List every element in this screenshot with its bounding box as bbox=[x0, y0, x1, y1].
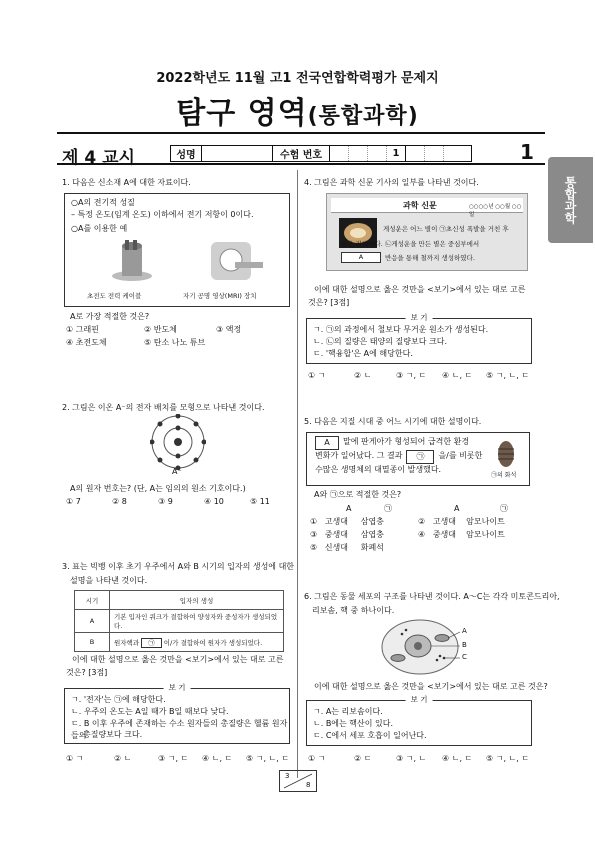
superconducting-cable-image bbox=[107, 238, 157, 282]
q3-choice-3[interactable]: ③ ㄱ, ㄷ bbox=[158, 754, 189, 763]
name-field[interactable] bbox=[202, 146, 273, 161]
q4-bogi-box: 보 기 ㄱ. ㉠의 과정에서 철보다 무거운 원소가 생성된다. ㄴ. ㉡의 질량은 태양의 질량보다 크다. ㄷ. '핵융합'은 A에 해당한다. bbox=[306, 318, 532, 364]
exam-title: 2022학년도 11월 고1 전국연합학력평가 문제지 bbox=[156, 71, 439, 86]
q5-info-box: A 말에 판게아가 형성되어 급격한 환경 변화가 일어났다. 그 결과 ㉠ 을/를 비롯한 수많은 생명체의 대멸종이 발생했다. ㉠의 화석 bbox=[306, 432, 530, 486]
name-examno-box bbox=[170, 145, 472, 162]
header-rule bbox=[57, 132, 545, 134]
mri-machine-image bbox=[205, 236, 265, 284]
q4-choice-2[interactable]: ② ㄴ bbox=[354, 371, 372, 380]
q1-choice-4[interactable]: ④ 초전도체 bbox=[66, 338, 107, 347]
q1-info-box: ○A의 전기적 성질 – 특정 온도(임계 온도) 이하에서 전기 저항이 0이다. ○A를 이용한 예 초전도 전력 케이블 자기 공명 영상(MRI) 장치 bbox=[64, 193, 290, 307]
q5-choice-5[interactable]: ⑤ 신생대 화폐석 bbox=[310, 543, 384, 552]
q6-bogi-box: 보 기 ㄱ. A는 리보솜이다. ㄴ. B에는 핵산이 있다. ㄷ. C에서 세포 호흡이 일어난다. bbox=[306, 700, 532, 746]
q6-stem: 6. 그림은 동물 세포의 구조를 나타낸 것이다. A～C는 각각 미토콘드리아, bbox=[304, 592, 560, 601]
q1-choice-5[interactable]: ⑤ 탄소 나노 튜브 bbox=[144, 338, 206, 347]
q2-stem: 2. 그림은 이온 A⁻의 전자 배치를 모형으로 나타낸 것이다. bbox=[62, 403, 265, 412]
q4-choice-4[interactable]: ④ ㄴ, ㄷ bbox=[442, 371, 473, 380]
q2-choice-3[interactable]: ③ 9 bbox=[158, 497, 173, 506]
animal-cell-diagram bbox=[380, 618, 474, 676]
q5-stem: 5. 다음은 지질 시대 중 어느 시기에 대한 설명이다. bbox=[304, 417, 482, 426]
subject-side-tab: 통합과학 bbox=[548, 157, 593, 243]
q6-choice-4[interactable]: ④ ㄴ, ㄷ bbox=[442, 754, 473, 763]
header-rule-bottom bbox=[57, 163, 545, 165]
q5-choice-4[interactable]: ④ 중생대 암모나이트 bbox=[418, 530, 505, 539]
name-label: 성명 bbox=[171, 146, 202, 161]
q4-newspaper: 과학 신문 ○○○○년 ○○월 ○○일 게성운은 어느 별이 ㉠초신성 폭발을 거친 후 남은 잔해이다. ㉡게성운을 만든 별은 중심부에서 A 반응을 통해 철까지 생성하였다. bbox=[326, 193, 528, 271]
exam-no-value: 1 bbox=[387, 146, 406, 161]
q6-choice-3[interactable]: ③ ㄱ, ㄴ bbox=[396, 754, 427, 763]
q6-choice-5[interactable]: ⑤ ㄱ, ㄴ, ㄷ bbox=[486, 754, 530, 763]
period-label: 제 4 교시 bbox=[62, 148, 135, 168]
q3-choice-2[interactable]: ② ㄴ bbox=[114, 754, 132, 763]
q6-choice-1[interactable]: ① ㄱ bbox=[308, 754, 326, 763]
ion-electron-diagram bbox=[150, 414, 206, 470]
exam-no-label: 수험 번호 bbox=[273, 146, 330, 161]
q3-bogi-box: 보 기 ㄱ. '전자'는 ㉠에 해당한다. ㄴ. 우주의 온도는 A일 때가 B일 때보다 낮다. ㄷ. B 이후 우주에 존재하는 수소 원자들의 총질량은 헬륨 원자들의 총질량보다 크다. bbox=[64, 688, 290, 744]
column-divider bbox=[297, 170, 298, 778]
q1-choice-1[interactable]: ① 그래핀 bbox=[66, 325, 99, 334]
q4-stem: 4. 그림은 과학 신문 기사의 일부를 나타낸 것이다. bbox=[304, 178, 479, 187]
q5-choice-1[interactable]: ① 고생대 삼엽충 bbox=[310, 517, 384, 526]
trilobite-fossil-image bbox=[495, 439, 517, 469]
q1-stem: 1. 다음은 신소재 A에 대한 자료이다. bbox=[62, 178, 191, 187]
q2-choice-1[interactable]: ① 7 bbox=[66, 497, 81, 506]
q2-choice-2[interactable]: ② 8 bbox=[112, 497, 127, 506]
q2-choice-5[interactable]: ⑤ 11 bbox=[250, 497, 270, 506]
q3-choice-5[interactable]: ⑤ ㄱ, ㄴ, ㄷ bbox=[246, 754, 290, 763]
q5-choice-3[interactable]: ③ 중생대 삼엽충 bbox=[310, 530, 384, 539]
ion-label: A⁻ bbox=[172, 467, 182, 476]
q3-choice-1[interactable]: ① ㄱ bbox=[66, 754, 84, 763]
q2-choice-4[interactable]: ④ 10 bbox=[204, 497, 224, 506]
q1-choice-3[interactable]: ③ 액정 bbox=[216, 325, 242, 334]
q4-choice-1[interactable]: ① ㄱ bbox=[308, 371, 326, 380]
page-fraction: 3 8 bbox=[279, 770, 317, 792]
q3-stem: 3. 표는 빅뱅 이후 초기 우주에서 A와 B 시기의 입자의 생성에 대한 bbox=[62, 562, 295, 571]
q4-choice-3[interactable]: ③ ㄱ, ㄷ bbox=[396, 371, 427, 380]
q3-choice-4[interactable]: ④ ㄴ, ㄷ bbox=[202, 754, 233, 763]
q4-choice-5[interactable]: ⑤ ㄱ, ㄴ, ㄷ bbox=[486, 371, 530, 380]
q6-choice-2[interactable]: ② ㄷ bbox=[354, 754, 372, 763]
page-number: 1 bbox=[520, 140, 534, 164]
q5-choice-2[interactable]: ② 고생대 암모나이트 bbox=[418, 517, 505, 526]
q1-choice-2[interactable]: ② 반도체 bbox=[144, 325, 177, 334]
subject-title: 탐구 영역(통합과학) bbox=[176, 96, 419, 131]
q3-table: 시기 입자의 생성 A 기본 입자인 쿼크가 결합하여 양성자와 중성자가 생성되었다. B 원자핵과 ㉠ 이/가 결합하여 원자가 생성되었다. bbox=[74, 590, 284, 652]
